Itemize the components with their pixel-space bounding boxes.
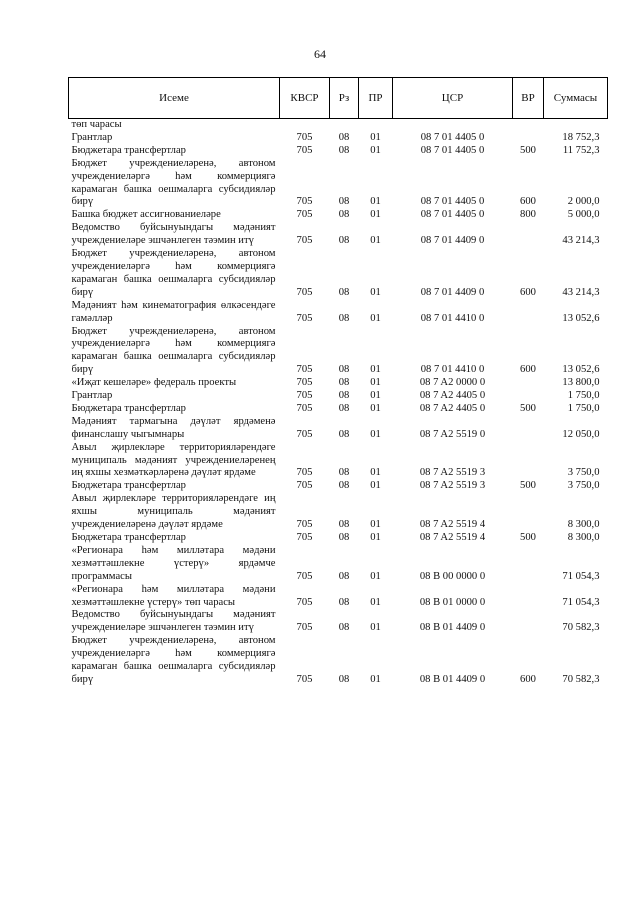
cell-vr: 800 <box>520 209 536 221</box>
cell-rz: 08 <box>338 144 350 156</box>
table-row <box>69 635 608 687</box>
cell-pr: 01 <box>370 467 381 479</box>
cell-rz: 08 <box>338 312 350 324</box>
cell-csr: 08 7 A2 0000 0 <box>419 377 486 389</box>
cell-sum: 1 750,0 <box>567 390 600 402</box>
cell-kvsr: 705 <box>296 235 313 247</box>
cell-pr: 01 <box>370 364 381 376</box>
cell-name: Грантлар <box>71 131 113 143</box>
cell-csr: 08 7 A2 5519 4 <box>419 532 486 543</box>
cell-csr: 08 7 01 4405 0 <box>420 144 485 156</box>
cell-pr: 01 <box>370 519 381 531</box>
cell-name: Бюджетара трансфертлар <box>71 144 186 156</box>
cell-rz: 08 <box>338 402 350 414</box>
cell-rz: 08 <box>338 209 350 221</box>
cell-kvsr: 705 <box>296 286 313 298</box>
cell-sum: 11 752,3 <box>562 144 600 156</box>
cell-name: Мәдәният тармагына дәүләт ярдәменә финанслашу чыгымнары <box>71 415 276 440</box>
cell-csr: 08 В 01 0000 0 <box>419 596 486 608</box>
cell-name: Мәдәният һәм кинематография өлкәсендәге гамәлләр <box>71 299 276 324</box>
table-row <box>69 609 608 635</box>
cell-csr: 08 7 01 4405 0 <box>420 209 485 221</box>
cell-sum: 70 582,3 <box>562 673 600 685</box>
cell-vr <box>513 442 544 481</box>
cell-csr: 08 7 01 4409 0 <box>420 235 485 247</box>
table-row <box>69 209 608 222</box>
cell-pr: 01 <box>370 402 381 414</box>
cell-sum: 43 214,3 <box>562 286 600 298</box>
cell-csr: 08 7 01 4405 0 <box>420 131 485 143</box>
table-row <box>69 442 608 481</box>
cell-csr <box>393 119 513 132</box>
cell-rz: 08 <box>338 622 350 634</box>
cell-kvsr: 705 <box>296 390 313 402</box>
cell-name: «Регионара һәм милләтара мәдәни хезмәттәшлекне үстерү» ярдәмче программасы <box>71 544 276 582</box>
cell-csr: 08 7 01 4410 0 <box>420 364 485 376</box>
cell-rz: 08 <box>338 286 350 298</box>
budget-table <box>68 77 608 687</box>
cell-pr: 01 <box>370 390 381 402</box>
cell-kvsr: 705 <box>296 519 313 531</box>
cell-kvsr: 705 <box>296 673 313 685</box>
cell-pr: 01 <box>370 532 381 543</box>
cell-vr: 600 <box>520 673 536 685</box>
cell-kvsr: 705 <box>296 532 313 543</box>
cell-rz: 08 <box>338 235 350 247</box>
cell-pr: 01 <box>370 196 381 208</box>
cell-vr <box>513 377 544 390</box>
header-rz: Рз <box>330 78 359 119</box>
header-kvsr: КВСР <box>280 78 330 119</box>
cell-rz: 08 <box>338 570 350 582</box>
cell-name: төп чарасы <box>71 119 122 130</box>
cell-kvsr: 705 <box>296 144 313 156</box>
table-row <box>69 158 608 210</box>
page-number: 64 <box>314 47 326 61</box>
cell-vr <box>513 119 544 132</box>
table-row <box>69 480 608 493</box>
cell-csr: 08 В 00 0000 0 <box>419 570 486 582</box>
cell-csr: 08 7 01 4405 0 <box>420 196 485 208</box>
cell-sum: 8 300,0 <box>567 519 600 531</box>
cell-rz: 08 <box>338 596 350 608</box>
cell-kvsr <box>280 119 330 132</box>
cell-vr <box>513 609 544 635</box>
cell-kvsr: 705 <box>296 377 313 389</box>
cell-vr <box>513 493 544 532</box>
table-row <box>69 248 608 300</box>
cell-pr: 01 <box>370 144 381 156</box>
cell-kvsr: 705 <box>296 196 313 208</box>
header-csr: ЦСР <box>393 78 513 119</box>
cell-vr <box>513 584 544 610</box>
cell-vr: 500 <box>520 532 536 543</box>
cell-kvsr: 705 <box>296 622 313 634</box>
table-row <box>69 326 608 378</box>
cell-csr: 08 В 01 4409 0 <box>419 673 486 685</box>
cell-csr: 08 7 01 4409 0 <box>420 286 485 298</box>
cell-sum: 2 000,0 <box>567 196 600 208</box>
cell-pr: 01 <box>370 312 381 324</box>
cell-name: Бюджет учреждениеләренә, автоном учреждениеләргә һәм коммерциягә карамаган башка оешмаларга субсидияләр бирү <box>71 325 276 376</box>
header-pr: ПР <box>359 78 393 119</box>
table-row <box>69 377 608 390</box>
cell-sum: 13 052,6 <box>562 364 600 376</box>
cell-sum: 43 214,3 <box>562 235 600 247</box>
table-row <box>69 132 608 145</box>
cell-sum: 18 752,3 <box>562 131 600 143</box>
cell-csr: 08 В 01 4409 0 <box>419 622 486 634</box>
cell-name: «Иҗат кешеләре» федераль проекты <box>71 377 237 389</box>
header-name: Исеме <box>69 78 280 119</box>
cell-sum: 71 054,3 <box>562 596 600 608</box>
cell-name: Грантлар <box>71 390 113 402</box>
cell-sum: 5 000,0 <box>567 209 600 221</box>
cell-vr: 500 <box>520 144 536 156</box>
cell-kvsr: 705 <box>296 312 313 324</box>
cell-kvsr: 705 <box>296 402 313 414</box>
table-row <box>69 300 608 326</box>
cell-name: Бюджетара трансфертлар <box>71 480 186 492</box>
cell-pr: 01 <box>370 428 381 440</box>
cell-pr <box>359 119 393 132</box>
cell-csr: 08 7 A2 5519 3 <box>419 480 486 492</box>
cell-sum: 1 750,0 <box>567 402 600 414</box>
cell-pr: 01 <box>370 209 381 221</box>
cell-rz: 08 <box>338 131 350 143</box>
table-row <box>69 119 608 132</box>
cell-pr: 01 <box>370 235 381 247</box>
table-body <box>69 119 608 687</box>
cell-sum: 3 750,0 <box>567 480 600 492</box>
cell-name: Бюджет учреждениеләренә, автоном учреждениеләргә һәм коммерциягә карамаган башка оешмаларга субсидияләр бирү <box>71 157 276 208</box>
cell-vr <box>513 300 544 326</box>
cell-vr: 600 <box>520 286 536 298</box>
cell-pr: 01 <box>370 286 381 298</box>
cell-rz: 08 <box>338 467 350 479</box>
cell-rz <box>330 119 359 132</box>
cell-sum <box>544 119 608 132</box>
cell-rz: 08 <box>338 532 350 543</box>
header-sum: Суммасы <box>544 78 608 119</box>
cell-sum: 70 582,3 <box>562 622 600 634</box>
cell-csr: 08 7 A2 4405 0 <box>419 390 486 402</box>
cell-rz: 08 <box>338 377 350 389</box>
cell-name: Бюджетара трансфертлар <box>71 532 186 543</box>
cell-kvsr: 705 <box>296 364 313 376</box>
cell-kvsr: 705 <box>296 596 313 608</box>
cell-name: Бюджетара трансфертлар <box>71 402 186 414</box>
cell-kvsr: 705 <box>296 480 313 492</box>
cell-sum: 13 800,0 <box>562 377 600 389</box>
cell-pr: 01 <box>370 673 381 685</box>
cell-name: Бюджет учреждениеләренә, автоном учреждениеләргә һәм коммерциягә карамаган башка оешмаларга субсидияләр бирү <box>71 635 276 685</box>
cell-csr: 08 7 A2 4405 0 <box>419 402 486 414</box>
cell-kvsr: 705 <box>296 131 313 143</box>
cell-csr: 08 7 01 4410 0 <box>420 312 485 324</box>
cell-name: Авыл җирлекләре территорияләрендәге муниципаль мәдәният учреждениеләренең иң яхшы хезмәткәрләренә дәүләт ярдәме <box>71 441 276 479</box>
cell-pr: 01 <box>370 131 381 143</box>
cell-vr <box>513 416 544 442</box>
cell-name: Ведомство буйсынуындагы мәдәният учреждениеләре эшчәнлеген тәэмин итү <box>71 609 276 634</box>
cell-vr <box>513 132 544 145</box>
header-vr: ВР <box>513 78 544 119</box>
cell-sum: 13 052,6 <box>562 312 600 324</box>
cell-csr: 08 7 A2 5519 0 <box>419 428 486 440</box>
cell-pr: 01 <box>370 377 381 389</box>
table-row <box>69 545 608 584</box>
cell-sum: 8 300,0 <box>567 532 600 543</box>
cell-vr <box>513 222 544 248</box>
cell-vr: 600 <box>520 364 536 376</box>
cell-vr: 500 <box>520 480 536 492</box>
table-row <box>69 403 608 416</box>
table-row <box>69 390 608 403</box>
cell-kvsr: 705 <box>296 570 313 582</box>
cell-kvsr: 705 <box>296 209 313 221</box>
cell-rz: 08 <box>338 428 350 440</box>
cell-vr <box>513 390 544 403</box>
cell-name: Авыл җирлекләре территорияләрендәге иң яхшы муниципаль мәдәният учреждениеләренә дәүләт ярдәме <box>71 493 276 531</box>
cell-name: Ведомство буйсынуындагы мәдәният учреждениеләре эшчәнлеген тәэмин итү <box>71 222 276 247</box>
cell-name: «Регионара һәм милләтара мәдәни хезмәттәшлекне үстерү» төп чарасы <box>71 583 276 608</box>
table-row <box>69 222 608 248</box>
cell-sum: 71 054,3 <box>562 570 600 582</box>
cell-rz: 08 <box>338 480 350 492</box>
cell-vr: 500 <box>520 402 536 414</box>
cell-pr: 01 <box>370 570 381 582</box>
cell-name: Башка бюджет ассигнованиеләре <box>71 209 221 221</box>
cell-rz: 08 <box>338 390 350 402</box>
cell-sum: 12 050,0 <box>562 428 600 440</box>
table-row <box>69 493 608 532</box>
cell-rz: 08 <box>338 519 350 531</box>
cell-pr: 01 <box>370 480 381 492</box>
cell-kvsr: 705 <box>296 428 313 440</box>
cell-vr: 600 <box>520 196 536 208</box>
cell-kvsr: 705 <box>296 467 313 479</box>
cell-sum: 3 750,0 <box>567 467 600 479</box>
cell-rz: 08 <box>338 673 350 685</box>
cell-rz: 08 <box>338 364 350 376</box>
cell-name: Бюджет учреждениеләренә, автоном учреждениеләргә һәм коммерциягә карамаган башка оешмаларга субсидияләр бирү <box>71 248 276 298</box>
cell-pr: 01 <box>370 622 381 634</box>
table-header-row <box>69 78 608 119</box>
cell-csr: 08 7 A2 5519 4 <box>419 519 486 531</box>
table-row <box>69 416 608 442</box>
table-row <box>69 532 608 545</box>
cell-vr <box>513 545 544 584</box>
table-row <box>69 584 608 610</box>
table-row <box>69 145 608 158</box>
cell-csr: 08 7 A2 5519 3 <box>419 467 486 479</box>
cell-pr: 01 <box>370 596 381 608</box>
cell-rz: 08 <box>338 196 350 208</box>
